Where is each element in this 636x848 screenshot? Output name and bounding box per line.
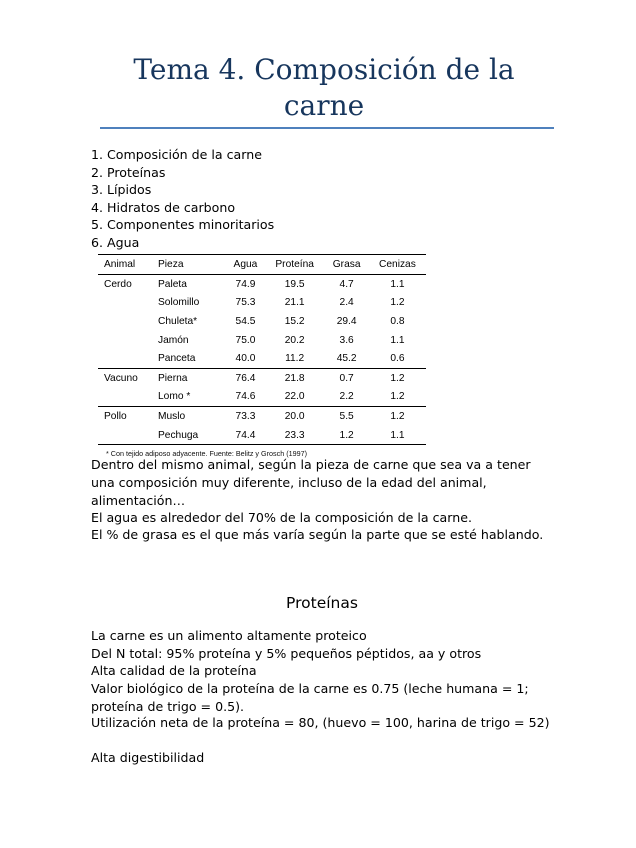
toc-item: 3. Lípidos: [91, 182, 152, 198]
cell-cenizas: 1.1: [390, 278, 405, 290]
cell-pieza: Solomillo: [158, 297, 200, 309]
cell-proteina: 23.3: [265, 426, 325, 445]
intro-paragraph: Dentro del mismo animal, según la pieza de carne que sea va a tener una composición muy diferente, incluso de la edad del animal, alimentación…: [91, 457, 531, 508]
cell-pieza: Lomo *: [158, 391, 191, 403]
cell-grasa: 4.7: [339, 278, 354, 290]
cell-agua: 74.4: [226, 426, 265, 445]
cell-proteina: 21.1: [284, 297, 305, 309]
cell-animal: [98, 331, 156, 350]
title-underline: [100, 127, 554, 129]
intro-paragraph: El agua es alrededor del 70% de la composición de la carne.: [91, 510, 472, 525]
intro-paragraph: El % de grasa es el que más varía según la parte que se esté hablando.: [91, 527, 544, 542]
cell-cenizas: 1.2: [369, 368, 426, 387]
table-row: [98, 388, 426, 407]
cell-agua: 74.6: [235, 391, 256, 403]
cell-grasa: 29.4: [336, 315, 357, 327]
composition-table-figure: [98, 254, 428, 458]
toc-item: 1. Composición de la carne: [91, 147, 262, 162]
cell-grasa: 3.6: [339, 334, 354, 346]
table-footnote: * Con tejido adiposo adyacente. Fuente: Belitz y Grosch (1997): [106, 449, 307, 459]
cell-agua: 75.0: [235, 334, 256, 346]
cell-grasa: 1.2: [324, 426, 368, 445]
cell-grasa: 5.5: [324, 407, 368, 426]
table-row: [98, 349, 426, 368]
cell-agua: 75.3: [235, 297, 256, 309]
page-title: Tema 4. Composición de la carne: [133, 53, 515, 122]
cell-grasa: 45.2: [336, 353, 357, 365]
cell-cenizas: 1.1: [390, 334, 405, 346]
body-line: Alta calidad de la proteína: [91, 663, 257, 678]
cell-proteina: 22.0: [284, 391, 305, 403]
composition-table: [98, 254, 426, 445]
table-of-contents: [91, 146, 274, 252]
body-line: Valor biológico de la proteína de la carne es 0.75 (leche humana = 1; proteína de trigo = 0.5).: [91, 681, 529, 714]
cell-animal: Vacuno: [98, 368, 156, 387]
cell-proteina: 21.8: [265, 368, 325, 387]
cell-cenizas: 1.2: [369, 407, 426, 426]
body-line: La carne es un alimento altamente proteico: [91, 628, 367, 643]
cell-pieza: Jamón: [158, 334, 189, 346]
body-line: Alta digestibilidad: [91, 750, 205, 765]
table-row: [98, 426, 426, 445]
cell-agua: 54.5: [235, 315, 256, 327]
toc-item: 5. Componentes minoritarios: [91, 217, 275, 233]
table-row: [98, 275, 426, 294]
table-row: [98, 331, 426, 350]
cell-pieza: Pierna: [156, 368, 226, 387]
header-proteina: Proteína: [265, 255, 325, 275]
header-animal: Animal: [98, 255, 156, 275]
cell-proteina: 15.2: [284, 315, 305, 327]
cell-cenizas: 1.2: [390, 391, 405, 403]
table-row: [98, 368, 426, 387]
cell-proteina: 20.0: [265, 407, 325, 426]
cell-animal: [98, 294, 156, 313]
cell-proteina: 20.2: [284, 334, 305, 346]
table-row: [98, 294, 426, 313]
section-heading: Proteínas: [286, 594, 358, 612]
cell-pieza: Muslo: [156, 407, 226, 426]
cell-proteina: 19.5: [284, 278, 305, 290]
cell-animal: [98, 312, 156, 331]
cell-proteina: 11.2: [285, 353, 305, 365]
table-row: [98, 407, 426, 426]
cell-pieza: Pechuga: [156, 426, 226, 445]
cell-pieza: Paleta: [158, 278, 187, 290]
body-line: Del N total: 95% proteína y 5% pequeños péptidos, aa y otros: [91, 646, 482, 661]
body-line: Utilización neta de la proteína = 80, (huevo = 100, harina de trigo = 52): [91, 715, 550, 730]
cell-animal: [98, 388, 156, 407]
cell-pieza: Panceta: [158, 353, 196, 365]
toc-item: 6. Agua: [91, 234, 140, 250]
cell-grasa: 2.4: [339, 297, 354, 309]
cell-agua: 76.4: [226, 368, 265, 387]
cell-animal: [98, 349, 156, 368]
cell-cenizas: 1.2: [390, 297, 405, 309]
table-header-row: [98, 255, 426, 275]
cell-grasa: 2.2: [339, 391, 354, 403]
cell-grasa: 0.7: [324, 368, 368, 387]
toc-item: 2. Proteínas: [91, 164, 166, 180]
cell-pieza: Chuleta*: [158, 315, 198, 327]
cell-agua: 74.9: [235, 278, 256, 290]
cell-animal: [98, 426, 156, 445]
cell-agua: 40.0: [235, 353, 256, 365]
cell-agua: 73.3: [226, 407, 265, 426]
cell-cenizas: 0.6: [390, 353, 405, 365]
table-row: [98, 312, 426, 331]
cell-animal: Pollo: [98, 407, 156, 426]
header-pieza: Pieza: [156, 255, 226, 275]
header-cenizas: Cenizas: [369, 255, 426, 275]
cell-cenizas: 0.8: [390, 315, 405, 327]
header-grasa: Grasa: [324, 255, 368, 275]
toc-item: 4. Hidratos de carbono: [91, 199, 236, 215]
cell-animal: Cerdo: [104, 278, 132, 290]
cell-cenizas: 1.1: [369, 426, 426, 445]
header-agua: Agua: [226, 255, 265, 275]
